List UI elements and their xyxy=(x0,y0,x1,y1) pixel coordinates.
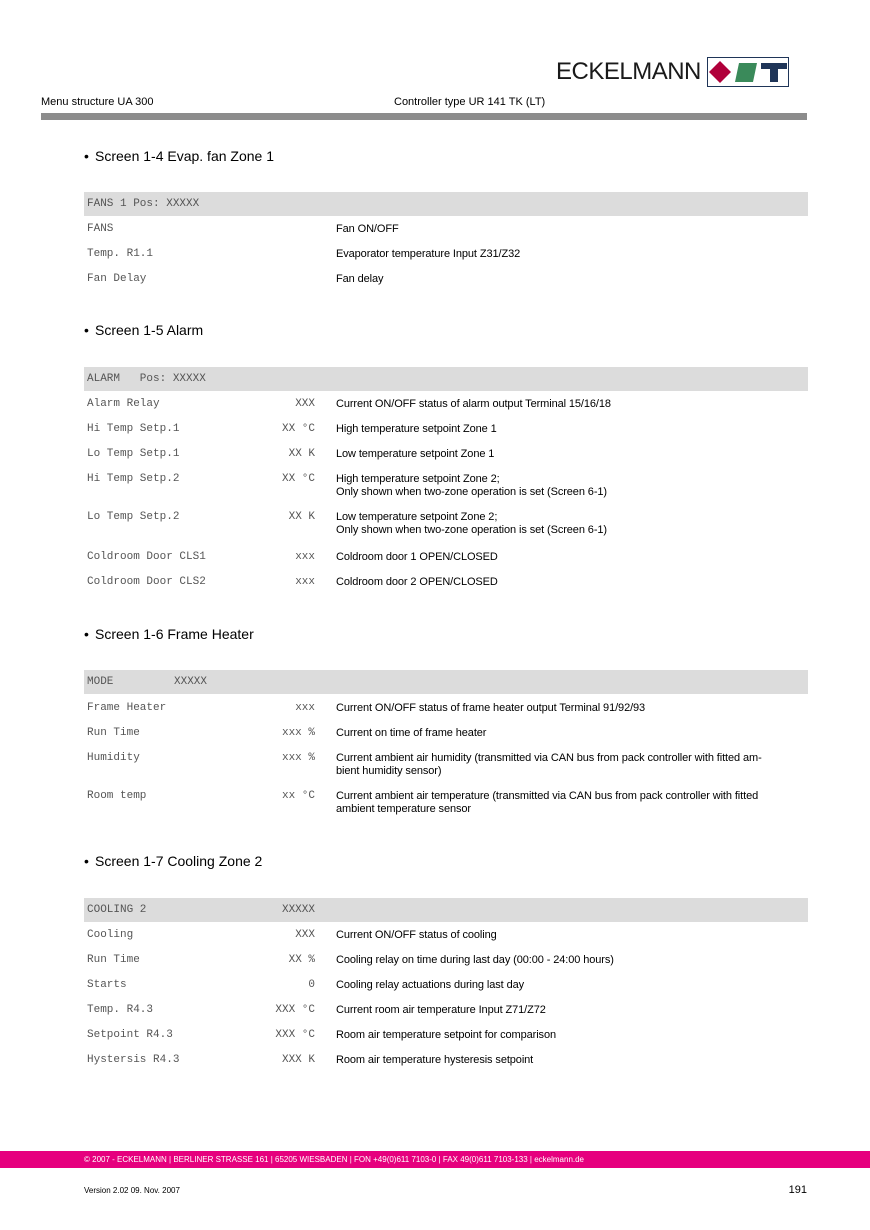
footer-copyright: © 2007 - ECKELMANN | BERLINER STRASSE 161 | 65205 WIESBADEN | FON +49(0)611 7103-0 | FAX 49(0)611 7103-133 | eckelmann.de xyxy=(84,1155,585,1164)
eckelmann-logo xyxy=(556,56,789,88)
table-header xyxy=(84,367,808,391)
doc-title: Menu structure UA 300 xyxy=(41,96,154,108)
section-title: • Screen 1-4 Evap. fan Zone 1 xyxy=(84,148,274,164)
table-header xyxy=(84,192,808,216)
header-label: FANS 1 Pos: XXXXX xyxy=(87,198,200,210)
header-label: ALARM Pos: XXXXX xyxy=(87,373,206,385)
page-number: 191 xyxy=(788,1184,807,1196)
controller-type: Controller type UR 141 TK (LT) xyxy=(394,96,546,108)
logo-text: ECKELMANN xyxy=(556,58,701,85)
header-value: XXXXX xyxy=(174,676,208,688)
table-header xyxy=(84,898,808,922)
section-title: • Screen 1-6 Frame Heater xyxy=(84,626,254,642)
section-title: • Screen 1-7 Cooling Zone 2 xyxy=(84,853,263,869)
header-rule xyxy=(41,113,807,120)
header-value: XXXXX xyxy=(281,904,315,916)
section-title: • Screen 1-5 Alarm xyxy=(84,322,204,338)
header-label: COOLING 2 xyxy=(87,904,147,916)
logo-squares-icon xyxy=(707,57,789,87)
header-label: MODE xyxy=(87,676,114,688)
version-date: Version 2.02 09. Nov. 2007 xyxy=(84,1186,180,1195)
footer-bar xyxy=(0,1151,870,1168)
table-header xyxy=(84,670,808,694)
